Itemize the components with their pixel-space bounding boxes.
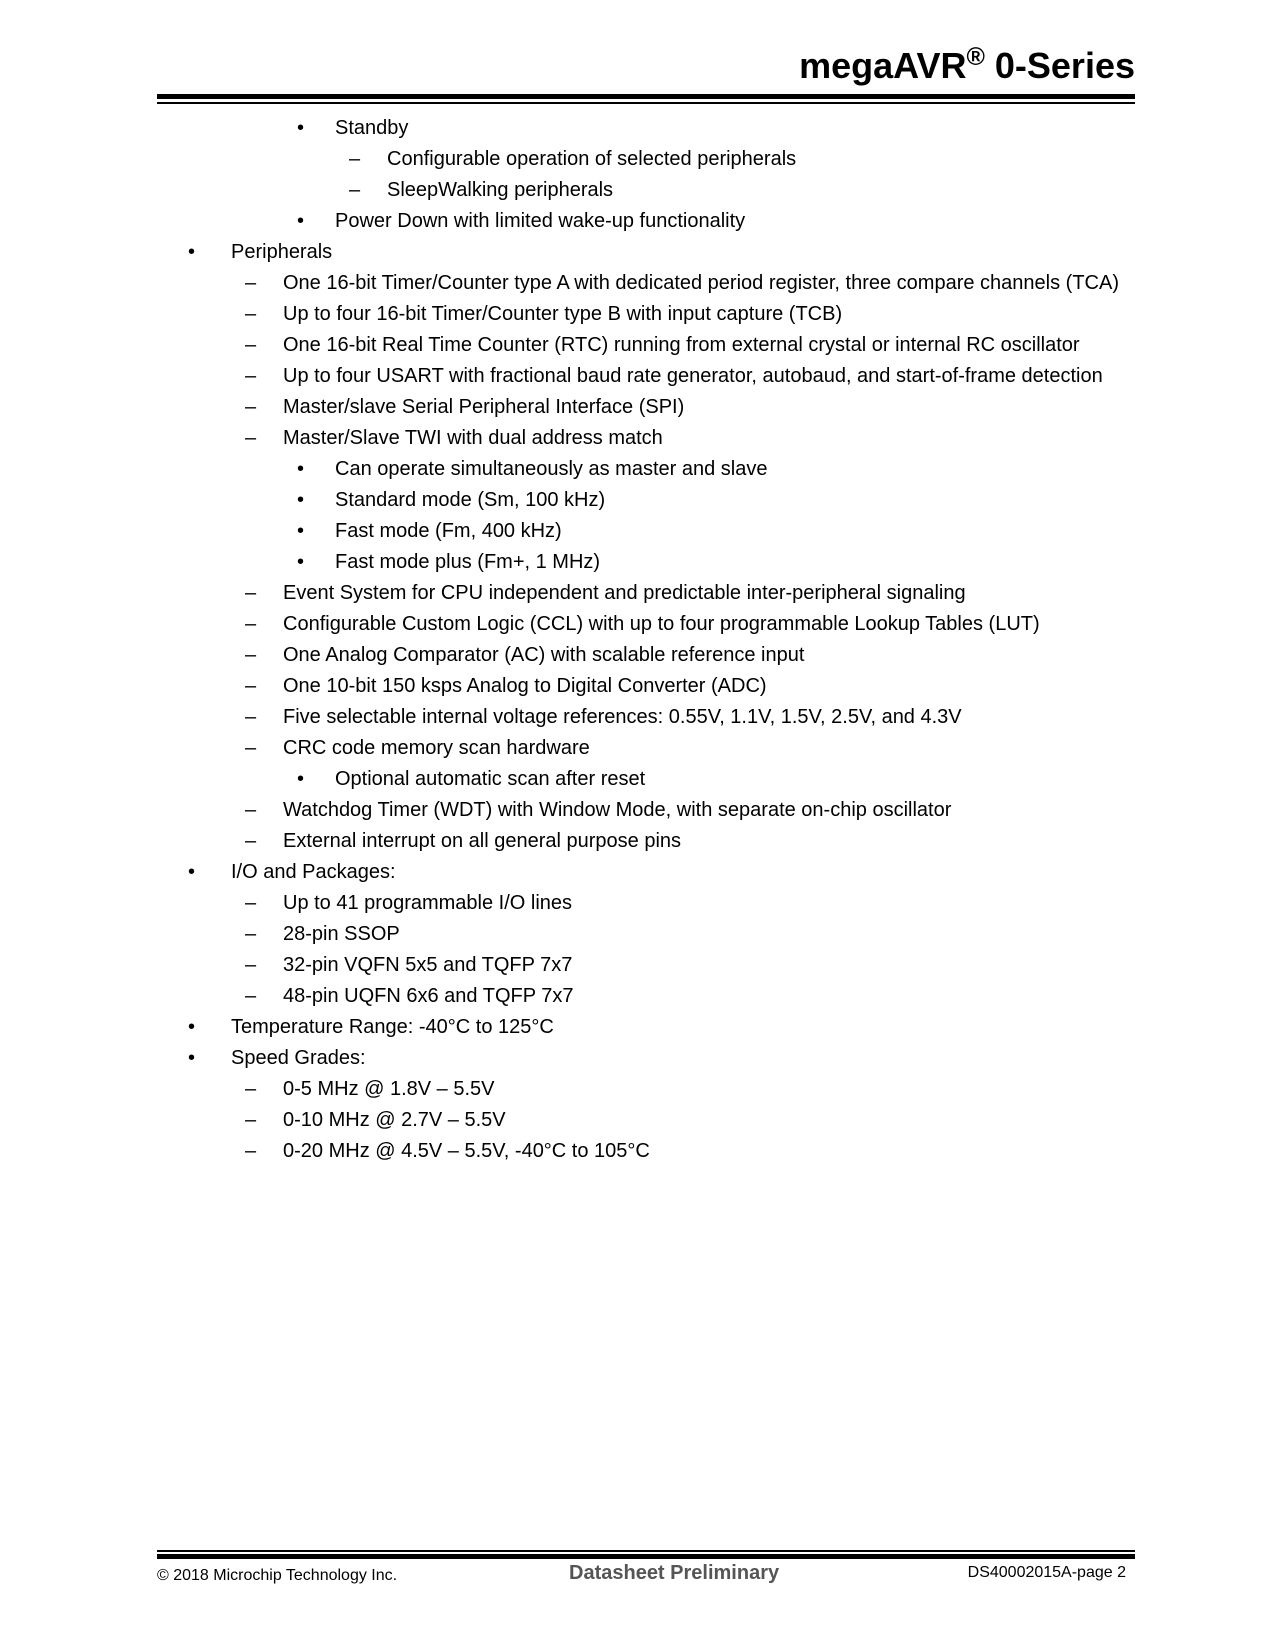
list-item — [0, 547, 1275, 578]
list-item-text: One 16-bit Timer/Counter type A with dedicated period register, three compare channels (TCA) — [283, 272, 1119, 294]
list-item — [0, 454, 1275, 485]
list-item-text: Up to four USART with fractional baud rate generator, autobaud, and start-of-frame detection — [283, 365, 1103, 387]
list-item-text: Optional automatic scan after reset — [335, 768, 646, 790]
dash-icon: – — [245, 1078, 257, 1100]
footer-copyright: © 2018 Microchip Technology Inc. — [157, 1567, 398, 1584]
list-item-text: Standard mode (Sm, 100 kHz) — [335, 489, 606, 511]
bullet-icon: • — [297, 520, 305, 542]
list-item — [0, 268, 1275, 299]
list-item-text: Up to 41 programmable I/O lines — [283, 892, 573, 914]
list-item-text: Configurable operation of selected peripherals — [387, 148, 797, 170]
dash-icon: – — [245, 675, 257, 697]
list-item — [0, 578, 1275, 609]
list-item-text: 28-pin SSOP — [283, 923, 400, 945]
dash-icon: – — [245, 706, 257, 728]
list-item-text: Peripherals — [231, 241, 333, 263]
dash-icon: – — [245, 892, 257, 914]
dash-icon: – — [245, 799, 257, 821]
bullet-icon: • — [297, 551, 305, 573]
list-item-text: One 16-bit Real Time Counter (RTC) running from external crystal or internal RC oscillator — [283, 334, 1080, 356]
list-item-text: Power Down with limited wake-up functionality — [335, 210, 746, 232]
list-item — [0, 485, 1275, 516]
dash-icon: – — [245, 737, 257, 759]
list-item — [0, 237, 1275, 268]
dash-icon: – — [245, 582, 257, 604]
list-item-text: Fast mode plus (Fm+, 1 MHz) — [335, 551, 601, 573]
list-item-text: One Analog Comparator (AC) with scalable reference input — [283, 644, 805, 666]
dash-icon: – — [349, 148, 361, 170]
list-item-text: CRC code memory scan hardware — [283, 737, 590, 759]
list-item — [0, 516, 1275, 547]
footer-rule-thin — [157, 1550, 1135, 1552]
list-item-text: 32-pin VQFN 5x5 and TQFP 7x7 — [283, 954, 573, 976]
footer-page-number: DS40002015A-page 2 — [967, 1564, 1126, 1581]
list-item-text: Configurable Custom Logic (CCL) with up to four programmable Lookup Tables (LUT) — [283, 613, 1040, 635]
dash-icon: – — [349, 179, 361, 201]
bullet-icon: • — [188, 1047, 196, 1069]
list-item-text: 0-10 MHz @ 2.7V – 5.5V — [283, 1109, 506, 1131]
list-item — [0, 1105, 1275, 1136]
dash-icon: – — [245, 1140, 257, 1162]
list-item-text: One 10-bit 150 ksps Analog to Digital Converter (ADC) — [283, 675, 767, 697]
list-item — [0, 1074, 1275, 1105]
list-item — [0, 671, 1275, 702]
list-item — [0, 764, 1275, 795]
bullet-icon: • — [188, 241, 196, 263]
list-item — [0, 175, 1275, 206]
dash-icon: – — [245, 365, 257, 387]
bullet-icon: • — [188, 1016, 196, 1038]
list-item-text: 48-pin UQFN 6x6 and TQFP 7x7 — [283, 985, 574, 1007]
list-item — [0, 113, 1275, 144]
list-item-text: Watchdog Timer (WDT) with Window Mode, with separate on-chip oscillator — [283, 799, 952, 821]
list-item-text: Fast mode (Fm, 400 kHz) — [335, 520, 562, 542]
list-item — [0, 981, 1275, 1012]
list-item — [0, 640, 1275, 671]
bullet-icon: • — [297, 117, 305, 139]
dash-icon: – — [245, 303, 257, 325]
list-item — [0, 733, 1275, 764]
dash-icon: – — [245, 427, 257, 449]
dash-icon: – — [245, 272, 257, 294]
feature-list — [0, 113, 1275, 1167]
list-item — [0, 423, 1275, 454]
page-title: megaAVR® 0-Series — [799, 43, 1135, 86]
bullet-icon: • — [297, 210, 305, 232]
dash-icon: – — [245, 644, 257, 666]
list-item-text: Master/Slave TWI with dual address match — [283, 427, 663, 449]
list-item-text: 0-20 MHz @ 4.5V – 5.5V, -40°C to 105°C — [283, 1140, 650, 1162]
header-rule-thin — [157, 102, 1135, 104]
registered-mark: ® — [966, 43, 985, 71]
list-item — [0, 919, 1275, 950]
dash-icon: – — [245, 923, 257, 945]
list-item-text: Temperature Range: -40°C to 125°C — [231, 1016, 554, 1038]
list-item — [0, 206, 1275, 237]
list-item — [0, 361, 1275, 392]
dash-icon: – — [245, 334, 257, 356]
list-item — [0, 1043, 1275, 1074]
list-item-text: Master/slave Serial Peripheral Interface (SPI) — [283, 396, 685, 418]
list-item-text: 0-5 MHz @ 1.8V – 5.5V — [283, 1078, 495, 1100]
list-item-text: Five selectable internal voltage references: 0.55V, 1.1V, 1.5V, 2.5V, and 4.3V — [283, 706, 962, 728]
list-item-text: Speed Grades: — [231, 1047, 366, 1069]
dash-icon: – — [245, 1109, 257, 1131]
bullet-icon: • — [297, 458, 305, 480]
list-item-text: Standby — [335, 117, 409, 139]
list-item — [0, 950, 1275, 981]
list-item — [0, 826, 1275, 857]
footer-rule-thick — [157, 1554, 1135, 1559]
list-item-text: SleepWalking peripherals — [387, 179, 614, 201]
list-item — [0, 299, 1275, 330]
list-item-text: I/O and Packages: — [231, 861, 396, 883]
list-item — [0, 330, 1275, 361]
list-item — [0, 888, 1275, 919]
bullet-icon: • — [297, 489, 305, 511]
list-item-text: Up to four 16-bit Timer/Counter type B with input capture (TCB) — [283, 303, 843, 325]
footer-status: Datasheet Preliminary — [569, 1562, 780, 1584]
dash-icon: – — [245, 396, 257, 418]
list-item — [0, 609, 1275, 640]
list-item — [0, 795, 1275, 826]
bullet-icon: • — [297, 768, 305, 790]
dash-icon: – — [245, 613, 257, 635]
bullet-icon: • — [188, 861, 196, 883]
list-item-text: Event System for CPU independent and predictable inter-peripheral signaling — [283, 582, 966, 604]
list-item — [0, 1012, 1275, 1043]
list-item — [0, 857, 1275, 888]
dash-icon: – — [245, 954, 257, 976]
list-item — [0, 392, 1275, 423]
dash-icon: – — [245, 830, 257, 852]
list-item — [0, 702, 1275, 733]
list-item — [0, 1136, 1275, 1167]
header-rule-thick — [157, 94, 1135, 99]
list-item-text: Can operate simultaneously as master and slave — [335, 458, 768, 480]
list-item — [0, 144, 1275, 175]
dash-icon: – — [245, 985, 257, 1007]
list-item-text: External interrupt on all general purpose pins — [283, 830, 682, 852]
